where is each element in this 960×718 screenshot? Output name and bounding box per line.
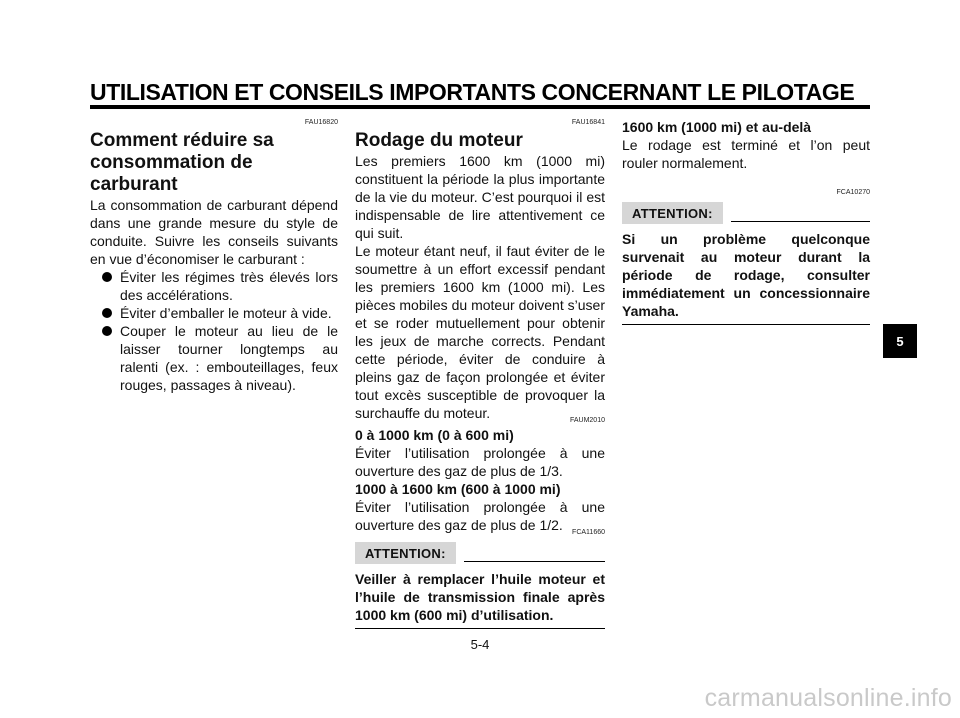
attention-header xyxy=(622,202,870,224)
section-code: FCA11660 xyxy=(572,529,605,536)
section-code: FAU16820 xyxy=(304,119,338,126)
break-in-stage-2-heading: 1000 à 1600 km (600 à 1000 mi) xyxy=(355,481,561,497)
watermark: carmanualsonline.info xyxy=(704,684,952,712)
section-heading-break-in: Rodage du moteur xyxy=(355,130,523,151)
page-number: 5-4 xyxy=(470,637,490,652)
list-item xyxy=(102,304,338,322)
bullet-icon xyxy=(102,272,112,282)
break-in-stage-3-heading: 1600 km (1000 mi) et au-delà xyxy=(622,119,812,135)
attention-bottom-rule xyxy=(622,324,870,325)
fuel-tips-list xyxy=(90,268,338,394)
section-heading-fuel xyxy=(90,130,338,196)
attention-label: ATTENTION: xyxy=(355,542,456,564)
attention-rule xyxy=(464,561,605,562)
bullet-icon xyxy=(102,308,112,318)
fuel-intro: La consommation de carburant dépend dans une grande mesure du style de conduite. Suivre les conseils suivants en vue d’économiser le carburant : xyxy=(90,197,338,267)
attention-header xyxy=(355,542,605,564)
attention-label: ATTENTION: xyxy=(622,202,723,224)
break-in-para-2: Le moteur étant neuf, il faut éviter de le soumettre à un effort excessif pendant les premiers 1600 km (1000 mi). Les pièces mobiles du moteur doivent s’user et se roder mutuellement pour obtenir les jeux de marche corrects. Pendant cette période, éviter de conduire à pleins gaz de façon prolongée et éviter tout excès susceptible de provoquer la surchauffe du moteur. xyxy=(355,243,605,421)
chapter-tab: 5 xyxy=(883,324,917,358)
break-in-stage-3-text: Le rodage est terminé et l’on peut rouler normalement. xyxy=(622,137,870,171)
header-rule xyxy=(90,105,870,109)
page-header-title: UTILISATION ET CONSEILS IMPORTANTS CONCERNANT LE PILOTAGE xyxy=(90,79,855,105)
list-item-text: Couper le moteur au lieu de le laisser tourner longtemps au ralenti (ex. : embouteillages, feux rouges, passages à niveau). xyxy=(120,323,338,393)
middle-column xyxy=(355,118,605,629)
bullet-icon xyxy=(102,326,112,336)
left-column xyxy=(90,118,338,394)
list-item xyxy=(102,322,338,394)
break-in-para-1: Les premiers 1600 km (1000 mi) constituent la période la plus importante de la vie du moteur. C’est pourquoi il est indispensable de lire attentivement ce qui suit. xyxy=(355,153,605,241)
list-item xyxy=(102,268,338,304)
attention-notice xyxy=(622,202,870,325)
section-code: FCA10270 xyxy=(836,189,870,196)
list-item-text: Éviter d’emballer le moteur à vide. xyxy=(120,305,332,321)
heading-line-2: consommation de carburant xyxy=(90,152,253,195)
section-code: FAUM2010 xyxy=(569,417,605,424)
break-in-stage-1-text: Éviter l’utilisation prolongée à une ouverture des gaz de plus de 1/3. xyxy=(355,445,605,479)
break-in-stage-2-text: Éviter l’utilisation prolongée à une ouverture des gaz de plus de 1/2. xyxy=(355,499,605,533)
attention-rule xyxy=(731,221,870,222)
heading-line-1: Comment réduire sa xyxy=(90,130,274,151)
attention-notice xyxy=(355,542,605,629)
attention-text: Si un problème quelconque survenait au moteur durant la période de rodage, consulter immédiatement un concessionnaire Yamaha. xyxy=(622,231,870,319)
list-item-text: Éviter les régimes très élevés lors des accélérations. xyxy=(120,269,338,303)
attention-bottom-rule xyxy=(355,628,605,629)
attention-text: Veiller à remplacer l’huile moteur et l’huile de transmission finale après 1000 km (600 mi) d’utilisation. xyxy=(355,571,605,623)
section-code: FAU16841 xyxy=(571,119,605,126)
break-in-stage-1-heading: 0 à 1000 km (0 à 600 mi) xyxy=(355,427,514,443)
right-column xyxy=(622,118,870,325)
